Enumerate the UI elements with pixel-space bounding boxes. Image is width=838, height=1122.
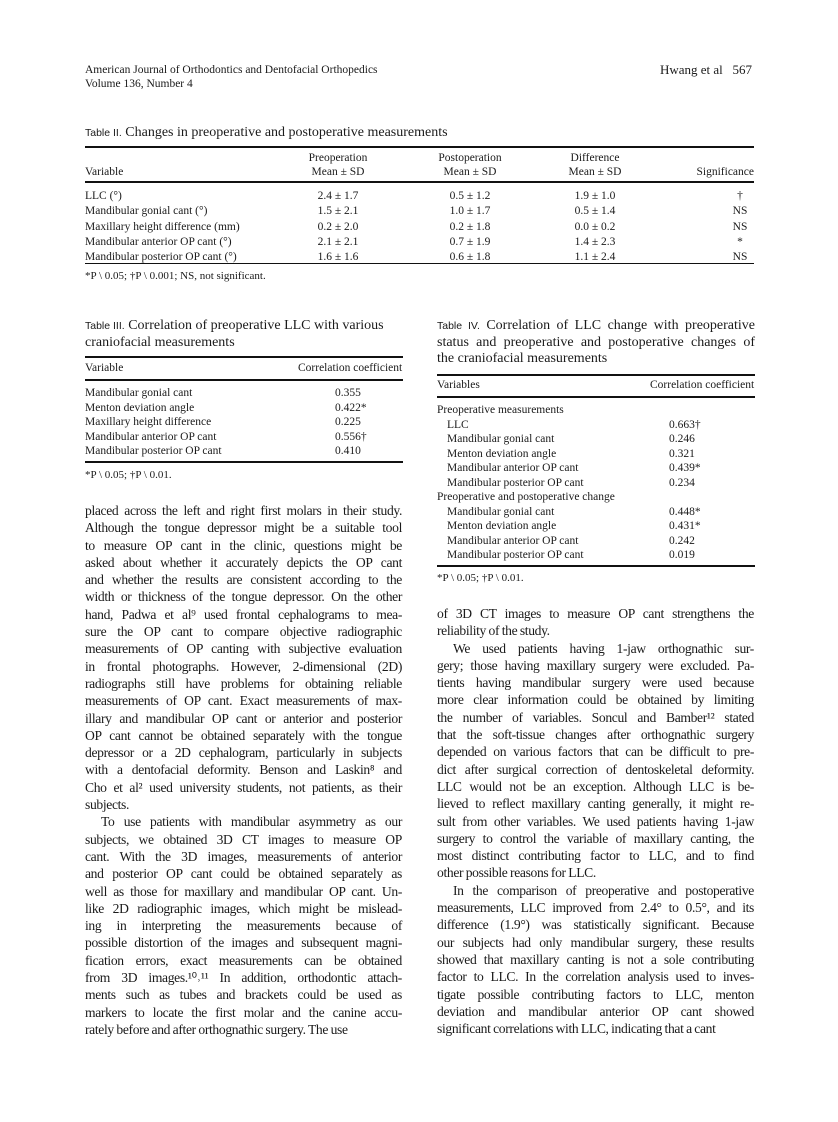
correlation-value: 0.431* [669,520,701,532]
body-text-line: radiographs still have problems for obtaining reliable [85,675,402,691]
body-column-right [437,605,754,1037]
body-text-line: sure the OP cant to compare objective radiographic [85,624,402,640]
variable-name: LLC [447,418,469,431]
variable-name: Mandibular anterior OP cant [447,534,579,547]
table4-title-line: the craniofacial measurements [437,351,608,366]
body-text-line: To use patients with mandibular asymmetry as our [101,814,402,830]
body-text-line: width or thickness of the tongue depressor. On the other [85,589,402,605]
body-text-line: of 3D CT images to measure OP cant strengthens the [437,606,754,621]
body-text-line: lieved to reflect maxillary canting generally, it might re- [437,796,754,812]
variable-name: Mandibular posterior OP cant [447,549,584,561]
table2-cell: LLC (°) [85,190,122,202]
correlation-value: 0.355 [335,387,361,399]
body-text-line: asked about whether it accurately depicts the OP cant [85,554,402,570]
body-text-line: and whether the results are consistent according to the [85,572,402,588]
body-text-line: our subjects had only mandibular surgery, these results [437,934,754,950]
table2-cell: Mandibular anterior OP cant (°) [85,235,232,248]
body-text-line: Although the tongue depressor might be a suitable tool [85,520,402,536]
body-text-line: illary and mandibular OP cant or anterior and posterior [85,710,402,726]
table-row [85,430,403,445]
table2-header-line1: Preoperation [308,152,368,164]
variable-name: Mandibular posterior OP cant [447,476,584,489]
correlation-value: 0.019 [669,549,695,561]
table3-label: Table III. [85,320,125,332]
table2-cell: 0.0 ± 0.2 [574,220,616,233]
body-text-line: placed across the left and right first molars in their study. [85,503,402,518]
table2-cell: 0.6 ± 1.8 [449,251,491,264]
variable-name: Mandibular anterior OP cant [85,430,217,443]
table-row [437,432,755,447]
table2-cell: 2.1 ± 2.1 [317,235,359,248]
table-rule [437,565,755,567]
body-text-line: that the soft-tissue changes after orthognathic surgery [437,727,754,743]
volume-issue: Volume 136, Number 4 [85,78,193,90]
table-row [437,534,755,549]
table2-cell: Mandibular gonial cant (°) [85,205,208,218]
table2-cell: 1.5 ± 2.1 [317,205,359,218]
body-text-line: dict after surgical correction of dentoskeletal deformity. [437,761,754,777]
table2 [85,151,754,266]
body-text-line: the number of variables. Soncul and Bamber¹² stated [437,709,754,725]
section-heading: Preoperative measurements [437,404,564,416]
table-row [437,548,755,563]
table2-header-line2: Variable [85,166,124,178]
correlation-value: 0.663† [669,418,701,431]
table2-cell: 0.5 ± 1.4 [574,205,616,218]
body-text-line: factor to LLC. In the correlation analysis used to inves- [437,969,754,985]
table-row [437,418,755,433]
table2-cell: 1.1 ± 2.4 [574,251,616,264]
body-text-line: to measure OP cant in the clinic, questions might be [85,537,402,553]
body-text-line: from 3D images.¹⁰˒¹¹ In addition, orthodontic attach- [85,970,402,986]
variable-name: Mandibular gonial cant [447,505,555,518]
table2-cell: * [737,235,743,248]
body-text-line: more clear information could be obtained by limiting [437,692,754,708]
variable-name: Mandibular gonial cant [447,433,555,445]
correlation-value: 0.556† [335,430,367,443]
table4 [437,403,755,563]
table2-cell: 1.6 ± 1.6 [317,251,359,264]
body-text-line: and posterior OP cant could be obtained separately as [85,866,402,882]
body-text-line: significant correlations with LLC, indicating that a cant [437,1021,716,1037]
page-header-right [660,62,752,78]
body-text-line: hand, Padwa et al⁹ used frontal cephalograms to mea- [85,606,402,622]
body-text-line: tigate possible contributing factors to LLC, menton [437,986,754,1002]
table2-footnote: *P \ 0.05; †P \ 0.001; NS, not significant. [85,270,266,282]
table-rule [85,181,754,183]
body-text-line: depended on various factors that can be difficult to pre- [437,744,754,760]
table4-header-variables: Variables [437,379,480,391]
table2-cell: Mandibular posterior OP cant (°) [85,251,237,264]
body-text-line: ments such as tubes and brackets could be used as [85,987,402,1003]
table2-cell: 0.7 ± 1.9 [449,235,491,248]
body-text-line: difference (1.9°) was statistically significant. Because [437,917,754,933]
body-text-line: in frontal photographs. However, 2-dimensional (2D) [85,658,402,674]
table4-footnote: *P \ 0.05; †P \ 0.01. [437,572,524,584]
correlation-value: 0.439* [669,462,701,474]
correlation-value: 0.410 [335,445,361,458]
table2-header-line2: Mean ± SD [568,166,622,178]
running-header [85,63,378,91]
body-text-line: subjects. [85,797,130,813]
table2-cell: Maxillary height difference (mm) [85,220,240,233]
variable-name: Mandibular gonial cant [85,387,193,399]
table2-cell: 1.0 ± 1.7 [449,205,491,218]
table2-header-line2: Mean ± SD [311,166,365,178]
table2-cell: 1.4 ± 2.3 [574,235,616,248]
running-head-authors: Hwang et al [659,62,723,77]
table3-title-line: craniofacial measurements [85,334,235,350]
body-text-line: subjects, we obtained 3D CT images to measure OP [85,831,402,847]
table4-title-line: status and preoperative and postoperative changes of [437,334,755,350]
table3-caption [85,318,403,351]
table2-cell: NS [732,251,748,264]
body-text-line: well as those for maxillary and mandibular OP cant. Un- [85,883,402,899]
table-row [437,519,755,534]
body-text-line: rately before and after orthognathic surgery. The use [85,1021,348,1037]
table-rule [85,379,403,381]
table2-header-line2: Mean ± SD [443,166,497,178]
body-text-line: cant. With the 3D images, measurements of anterior [85,848,402,864]
table3-header-variable: Variable [85,362,124,374]
table4-header-coefficient: Correlation coefficient [650,379,755,391]
table3-title-line: Correlation of preoperative LLC with various [128,318,384,333]
table4-title-line: Correlation of LLC change with preoperative [486,318,755,333]
body-text-line: reliability of the study. [437,623,550,639]
table3 [85,386,403,459]
body-text-line: fication errors, exact measurements can be obtained [85,952,402,968]
correlation-value: 0.448* [669,505,701,518]
correlation-value: 0.234 [669,476,695,489]
variable-name: Mandibular anterior OP cant [447,462,579,474]
table4-label: Table IV. [437,320,480,332]
variable-name: Maxillary height difference [85,416,212,429]
correlation-value: 0.422* [335,401,367,414]
table-rule [85,146,754,148]
table2-cell: 0.2 ± 2.0 [317,220,359,233]
table-row [437,461,755,476]
body-text-line: gery; those having maxillary surgery were excluded. Pa- [437,657,754,673]
table2-caption [85,125,448,142]
table2-header-line2: Significance [696,166,754,178]
table3-header-coefficient: Correlation coefficient [298,362,403,374]
table-row [85,415,403,430]
table-row [85,386,403,401]
body-text-line: possible distortion of the images and subsequent magni- [85,935,402,951]
variable-name: Menton deviation angle [85,401,195,414]
table2-cell: 0.5 ± 1.2 [449,190,491,202]
body-text-line: surgery to control the variable of maxillary canting, the [437,830,754,846]
table-rule [85,263,754,264]
body-text-line: In the comparison of preoperative and postoperative [453,882,754,898]
variable-name: Menton deviation angle [447,520,557,532]
correlation-value: 0.242 [669,534,695,547]
body-text-line: OP cant cannot be obtained separately with the tongue [85,727,402,743]
body-column-left [85,502,402,1038]
body-text-line: other possible reasons for LLC. [437,865,596,881]
section-heading: Preoperative and postoperative change [437,491,615,503]
table-row [437,447,755,462]
body-text-line: tients having mandibular surgery were used because [437,675,754,691]
body-text-line: ing in interpreting the measurements because of [85,918,402,934]
table3-footnote: *P \ 0.05; †P \ 0.01. [85,469,172,481]
journal-name: American Journal of Orthodontics and Dentofacial Orthopedics [85,64,378,76]
table-rule [85,356,403,358]
body-text-line: measurements of OP canting with subjective evaluation [85,641,402,657]
table-row [437,505,755,520]
table2-cell: NS [732,220,748,233]
body-text-line: with a dentofacial deformity. Benson and Laskin⁸ and [85,762,402,778]
table2-label: Table II. [85,127,122,139]
correlation-value: 0.246 [669,433,695,445]
table2-cell: NS [732,205,748,218]
body-text-line: like 2D radiographic images, which might be mislead- [85,900,402,916]
body-text-line: most distinct contributing factor to LLC, and to find [437,848,754,864]
table2-cell: 2.4 ± 1.7 [317,190,359,202]
body-text-line: deviation and mandibular anterior OP cant showed [437,1003,754,1019]
table2-header-line1: Postoperation [438,152,502,164]
table2-cell: 1.9 ± 1.0 [574,190,616,202]
variable-name: Menton deviation angle [447,447,557,460]
body-text-line: markers to locate the first molar and the canine accu- [85,1004,402,1020]
table2-header-line1: Difference [570,152,620,164]
correlation-value: 0.225 [335,416,361,429]
body-text-line: measurements of OP cant. Exact measurements of max- [85,693,402,709]
body-text-line: Cho et al² used university students, not patients, as their [85,779,402,795]
body-text-line: measurements, LLC improved from 2.4° to 0.5°, and its [437,900,754,916]
correlation-value: 0.321 [669,447,695,460]
table2-title: Changes in preoperative and postoperative measurements [125,125,448,140]
table2-cell: † [737,190,743,202]
page-number: 567 [732,62,752,77]
table2-cell: 0.2 ± 1.8 [449,220,491,233]
body-text-line: sult from other variables. We used patients having 1-jaw [437,813,754,829]
body-text-line: showed that maxillary canting is not a sole contributing [437,951,754,967]
variable-name: Mandibular posterior OP cant [85,445,222,458]
body-text-line: LLC would not be an exception. Although LLC is be- [437,778,754,794]
table-rule [437,396,755,398]
table-rule [437,374,755,376]
table4-caption [437,318,755,368]
table-row [85,401,403,416]
body-text-line: depressor or a 2D cephalogram, particularly in subjects [85,745,402,761]
table-row [85,444,403,459]
table-rule [85,461,403,463]
body-text-line: We used patients having 1-jaw orthognathic sur- [453,640,754,656]
table-row [437,476,755,491]
